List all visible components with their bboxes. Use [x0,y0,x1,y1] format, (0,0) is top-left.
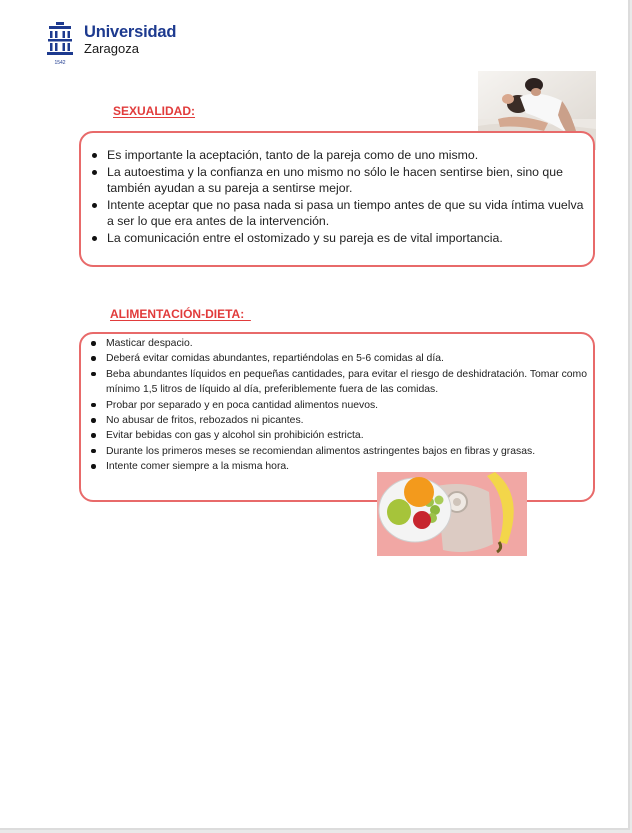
sexualidad-list [107,147,585,247]
list-item: Probar por separado y en poca cantidad alimentos nuevos. [106,398,588,413]
logo-name-line1: Universidad [84,23,177,41]
food-photo [377,472,527,556]
list-item: Masticar despacio. [106,336,588,351]
university-crest-icon [47,22,73,66]
alimentacion-heading: ALIMENTACIÓN-DIETA: [110,307,251,321]
list-item: Durante los primeros meses se recomiendan alimentos astringentes bajos en fibras y grasas. [106,444,588,459]
list-item: La autoestima y la confianza en uno mismo no sólo le hacen sentirse bien, sino que también ayudan a su pareja a sentirse mejor. [107,164,585,197]
list-item: Deberá evitar comidas abundantes, repartiéndolas en 5-6 comidas al día. [106,351,588,366]
list-item: Es importante la aceptación, tanto de la pareja como de uno mismo. [107,147,585,164]
logo-name-line2: Zaragoza [84,41,139,56]
list-item: No abusar de fritos, rebozados ni picantes. [106,413,588,428]
list-item: Evitar bebidas con gas y alcohol sin prohibición estricta. [106,428,588,443]
alimentacion-list [106,336,588,475]
list-item: Intente aceptar que no pasa nada si pasa un tiempo antes de que su vida íntima vuelva a ser lo que era antes de la intervención. [107,197,584,229]
logo-year: 1542 [54,60,66,66]
list-item: La comunicación entre el ostomizado y su pareja es de vital importancia. [107,230,585,247]
list-item: Intente comer siempre a la misma hora. [106,459,588,474]
university-logo [47,22,187,68]
sexualidad-heading: SEXUALIDAD: [113,104,196,118]
list-item: Beba abundantes líquidos en pequeñas cantidades, para evitar el riesgo de deshidratación. Tomar como mínimo 1,5 litros de líquido al día, preferiblemente fuera de las comidas. [106,367,588,398]
